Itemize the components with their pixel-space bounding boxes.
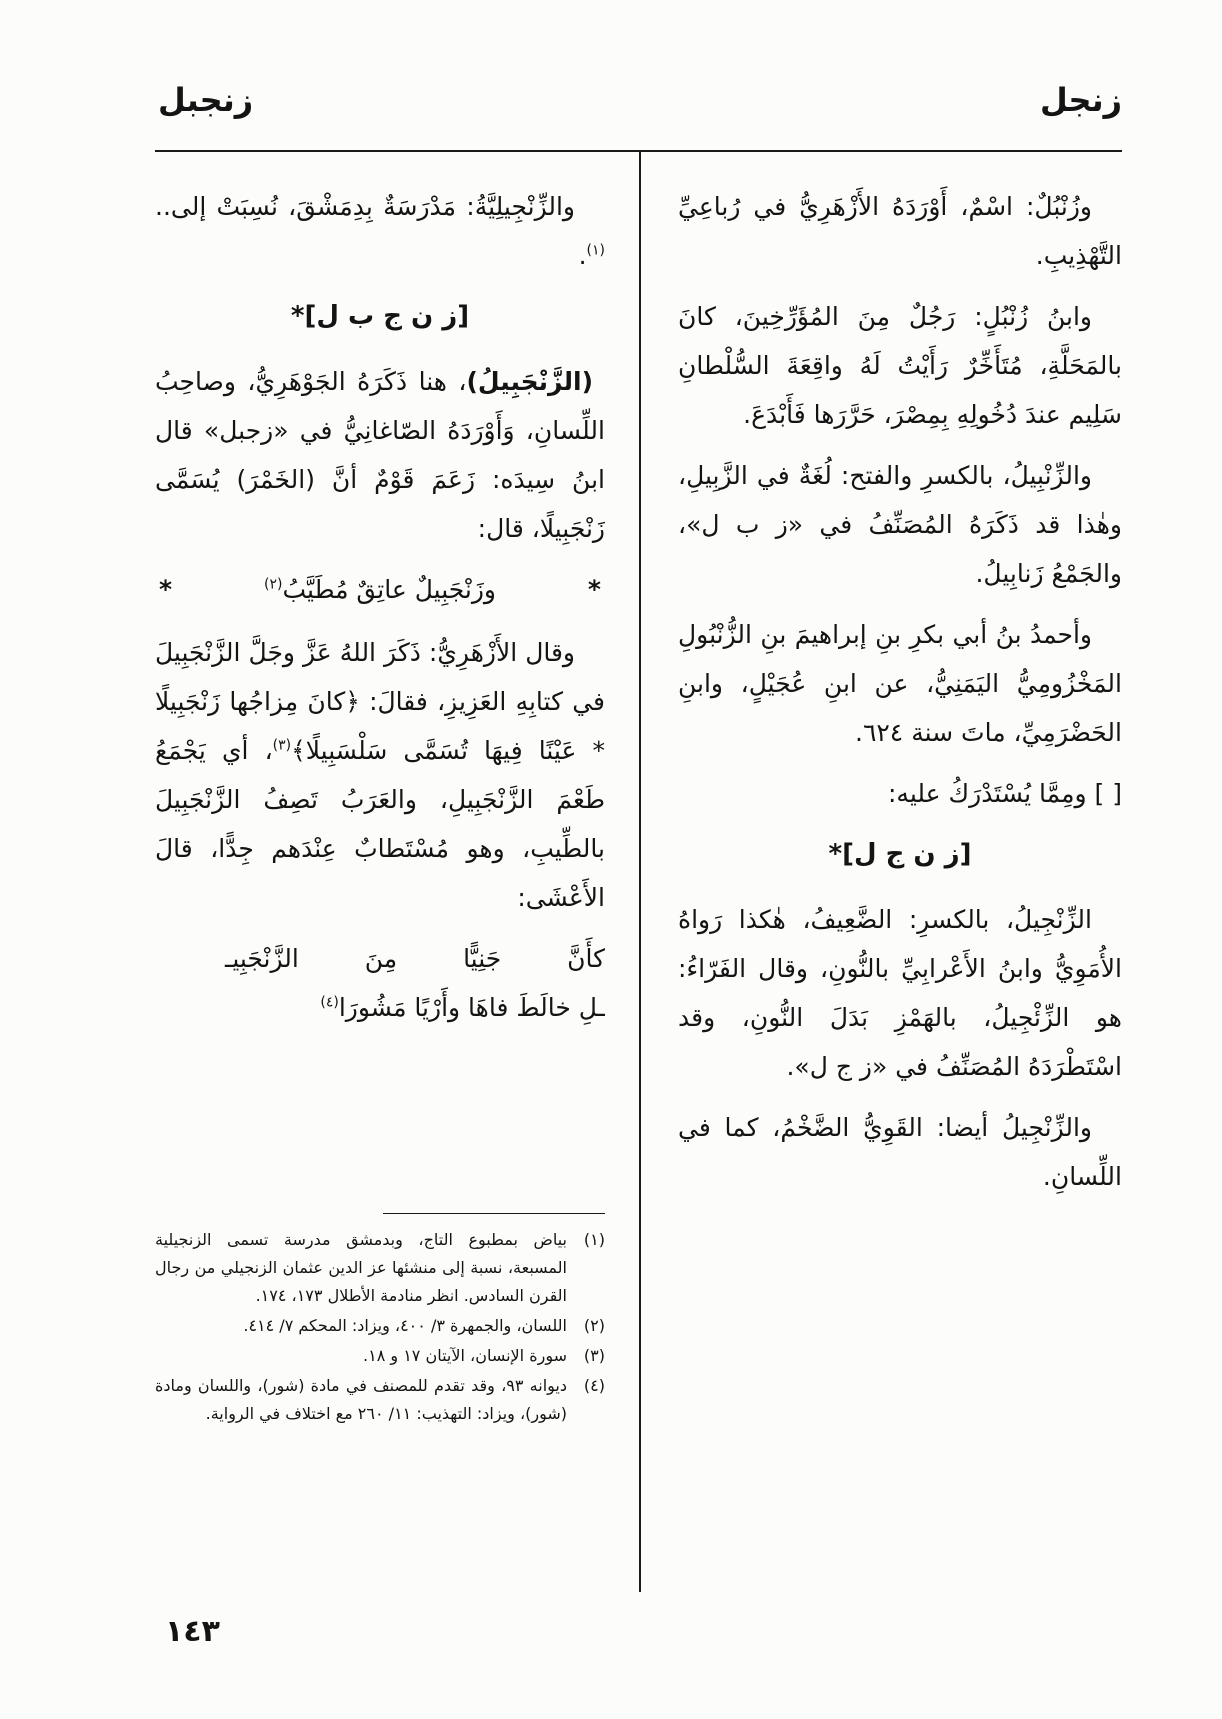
footnote-marker: (٤) <box>320 994 339 1011</box>
footnote-marker: (٢) <box>264 576 283 593</box>
root-heading: [ز ن ج ب ل]* <box>290 301 470 331</box>
footnote <box>155 1342 605 1370</box>
verse-text <box>264 565 496 614</box>
footnote-number: (٢) <box>583 1316 605 1335</box>
footnotes <box>155 1226 605 1566</box>
paragraph-text: ، أي يَجْمَعُ طَعْمَ الزَّنْجَبِيلِ، والعَرَبُ تَصِفُ الزَّنْجَبِيلَ بالطِّيبِ، وهو مُسْتَطابٌ عِنْدَهم جِدًّا، قالَ الأَعْشَى: <box>155 736 605 912</box>
page-number: ١٤٣ <box>165 1614 220 1649</box>
root-heading: [ز ن ج ل]* <box>828 839 972 869</box>
footnote <box>155 1312 605 1340</box>
right-column <box>678 182 1122 1582</box>
addendum-line: [ ] ومِمَّا يُسْتَدْرَكُ عليه: <box>888 779 1122 808</box>
footnote-marker: (١) <box>586 242 605 259</box>
paragraph-text: ، هنا ذَكَرَهُ الجَوْهَرِيُّ، وصاحِبُ اللِّسانِ، وَأَوْرَدَهُ الصّاغانِيُّ في «زجبل» قال ابنُ سِيدَه: زَعَمَ قَوْمٌ أنَّ (الخَمْرَ) يُسَمَّى زَنْجَبِيلًا، قال: <box>155 367 605 543</box>
footnote-text: بياض بمطبوع التاج، وبدمشق مدرسة تسمى الزنجيلية المسبعة، نسبة إلى منشئها عز الدين عثمان الزنجيلي من رجال القرن السادس. انظر منادمة الأطلال ١٧٣، ١٧٤. <box>155 1230 567 1305</box>
footnote-text: اللسان، والجمهرة ٣/ ٤٠٠، ويزاد: المحكم ٧/ ٤١٤. <box>243 1316 567 1335</box>
footnote <box>155 1226 605 1310</box>
footnote-number: (٤) <box>583 1376 605 1395</box>
entry-paragraph: والزِّنْجِيلُ أيضا: القَوِيُّ الضَّخْمُ، كما في اللِّسانِ. <box>678 1113 1122 1191</box>
verse-words: وزَنْجَبِيلٌ عاتِقٌ مُطَيَّبُ <box>282 575 496 604</box>
verse-hemistich-2 <box>155 983 605 1032</box>
running-head-right: زنجل <box>1039 81 1122 119</box>
footnote <box>155 1372 605 1428</box>
footnote-rule <box>383 1213 605 1214</box>
footnote-text: ديوانه ٩٣، وقد تقدم للمصنف في مادة (شور)، واللسان ومادة (شور)، ويزاد: التهذيب: ١١/ ٢٦٠ مع اختلاف في الرواية. <box>155 1376 568 1423</box>
footnote-number: (٣) <box>583 1346 605 1365</box>
entry-paragraph <box>155 357 605 553</box>
footnote-number: (١) <box>583 1230 605 1249</box>
entry-paragraph: الزِّنْجِيلُ، بالكسرِ: الضَّعِيفُ، هٰكذا رَواهُ الأُمَوِيُّ وابنُ الأَعْرابِيِّ بالنُّونِ، وقال الفَرّاءُ: هو الزِّئْجِيلُ، بالهَمْزِ بَدَلَ النُّونِ، وقد اسْتَطْرَدَهُ المُصَنِّفُ في «ز ج ل». <box>678 905 1122 1081</box>
entry-paragraph: وأحمدُ بنُ أبي بكرِ بنِ إبراهيمَ بنِ الزُّنْبُولِ المَخْزُومِيُّ اليَمَنِيُّ، عن ابنِ عُجَيْلٍ، وابنِ الحَضْرَمِيِّ، ماتَ سنة ٦٢٤. <box>678 620 1122 747</box>
left-column <box>155 182 605 1200</box>
verse-hemistich-1: كأَنَّ جَنِيًّا مِنَ الزَّنْجَبِيـ <box>225 944 605 973</box>
entry-paragraph <box>155 182 605 280</box>
headword: (الزَّنْجَبِيلُ) <box>466 367 593 396</box>
verse-asterisk-open: * <box>587 575 601 604</box>
footnote-marker: (٣) <box>272 737 292 754</box>
paragraph-text: وقال الأَزْهَرِيُّ: ذَكَرَ اللهُ عَزَّ وجَلَّ الزَّنْجَبِيلَ في كتابِهِ العَزِيزِ، فقالَ: ﴿كانَ مِزاجُها زَنْجَبِيلًا * عَيْنًا فِيهَا تُسَمَّى سَلْسَبِيلًا﴾ <box>155 638 605 765</box>
footnote-text: سورة الإنسان، الآيتان ١٧ و ١٨. <box>363 1346 567 1365</box>
verse-words: ـلِ خالَطَ فاهَا وأَرْيًا مَشُورَا <box>338 993 605 1022</box>
paragraph-text: والزِّنْجِيلِيَّةُ: مَدْرَسَةٌ بِدِمَشْقَ، نُسِبَتْ إلى.. <box>155 192 575 221</box>
entry-paragraph: والزِّنْبِيلُ، بالكسرِ والفتح: لُغَةٌ في الزَّبِيلِ، وهٰذا قد ذَكَرَهُ المُصَنِّفُ في «ز ب ل»، والجَمْعُ زَنابِيلُ. <box>678 461 1122 588</box>
entry-paragraph <box>155 628 605 922</box>
entry-paragraph: وزُنْبُلٌ: اسْمٌ، أَوْرَدَهُ الأَزْهَرِيُّ في رُباعِيِّ التَّهْذِيبِ. <box>678 192 1122 270</box>
paragraph-text: . <box>578 241 587 270</box>
column-divider <box>639 152 641 1592</box>
entry-paragraph: وابنُ زُنْبُلٍ: رَجُلٌ مِنَ المُؤَرِّخِينَ، كانَ بالمَحَلَّةِ، مُتَأَخِّرٌ رَأَيْتُ لَهُ واقِعَةَ السُّلْطانِ سَلِيم عندَ دُخُولِهِ بِمِصْرَ، حَرَّرَها فَأَبْدَعَ. <box>678 302 1122 429</box>
verse-line <box>155 565 605 614</box>
verse-asterisk-close: * <box>159 575 173 604</box>
running-head-left: زنجبل <box>158 81 254 119</box>
